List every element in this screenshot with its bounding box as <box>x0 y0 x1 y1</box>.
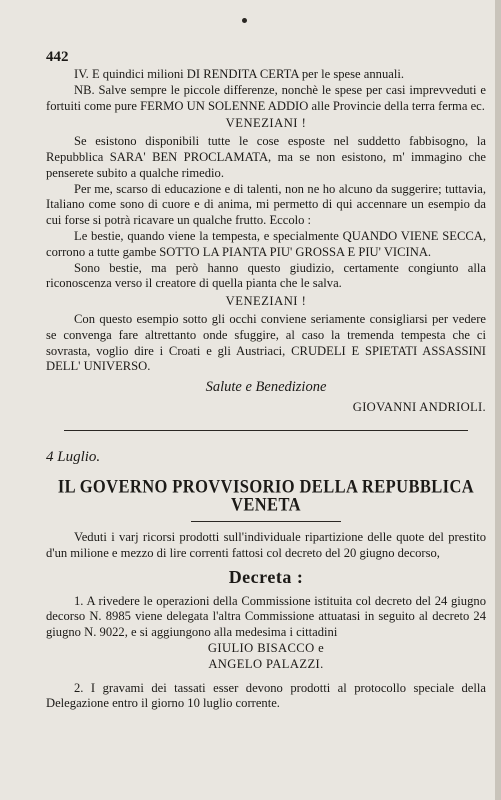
print-mark <box>242 18 247 23</box>
paragraph-1: Se esistono disponibili tutte le cose esposte nel suddetto fabbisogno, la Repubblica SARA' BEN PROCLAMATA, ma se non esistono, m' immagino che penserete subito a qualche rimedio. <box>46 134 486 180</box>
paragraph-5: Con questo esempio sotto gli occhi conviene seriamente consigliarsi per vedere se convenga fare altrettanto onde sfuggire, al caso la tremenda tempesta che ci sovrasta, voglio dire i Croati e gli Austriaci, CRUDELI E SPIETATI ASSASSINI DELL' UNIVERSO. <box>46 311 486 374</box>
paragraph-nb: NB. Salve sempre le piccole differenze, nonchè le spese per casi imprevveduti e fortuiti come pure FERMO UN SOLENNE ADDIO alle Provincie della terra ferma ec. <box>46 82 486 113</box>
signature: GIOVANNI ANDRIOLI. <box>352 399 486 414</box>
article-2: 2. I gravami dei tassati esser devono prodotti al protocollo speciale della Delegazione entro il giorno 10 luglio corrente. <box>46 680 486 711</box>
page-number: 442 <box>46 49 69 65</box>
page-content <box>46 50 486 712</box>
veneziani-heading-1: VENEZIANI ! <box>225 116 307 131</box>
veneziani-heading-2: VENEZIANI ! <box>225 294 307 309</box>
delegate-name-2: ANGELO PALAZZI. <box>208 656 324 671</box>
heading-underline <box>191 521 341 522</box>
decreta-title: Decreta : <box>228 566 304 587</box>
divider-line <box>64 430 468 431</box>
decree-heading: IL GOVERNO PROVVISORIO DELLA REPUBBLICA VENETA <box>57 475 475 515</box>
paragraph-3: Le bestie, quando viene la tempesta, e specialmente QUANDO VIENE SECCA, corrono a tutte gambe SOTTO LA PIANTA PIU' GROSSA E PIU' VICINA. <box>46 228 486 259</box>
delegate-name-1: GIULIO BISACCO e <box>207 640 325 655</box>
section-date: 4 Luglio. <box>46 448 101 465</box>
page-edge <box>495 0 501 800</box>
article-1: 1. A rivedere le operazioni della Commissione istituita col decreto del 24 giugno decorso N. 8985 viene delegata l'altra Commissione attuatasi in seguito al decreto 24 giugno N. 9022, e si aggiungono alla medesima i cittadini <box>46 593 486 640</box>
section-divider <box>46 418 486 446</box>
paragraph-4: Sono bestie, ma però hanno questo giudizio, certamente congiunto alla riconoscenza verso il creatore di quella pianta che le salva. <box>46 260 486 291</box>
paragraph-2: Per me, scarso di educazione e di talenti, non ne ho alcuno da suggerire; tuttavia, Italiano come sono di cuore e di anima, mi permetto di qui accennare un esempio da cui forse si potrà ricavare un qualche frutto. Eccolo : <box>46 181 486 228</box>
closing-salutation: Salute e Benedizione <box>205 379 327 396</box>
decree-intro: Veduti i varj ricorsi prodotti sull'individuale ripartizione delle quote del prestito d'un milione e mezzo di lire correnti fattosi col decreto del 20 giugno decorso, <box>46 530 486 560</box>
paragraph-iv: IV. E quindici milioni DI RENDITA CERTA per le spese annuali. <box>74 67 404 81</box>
